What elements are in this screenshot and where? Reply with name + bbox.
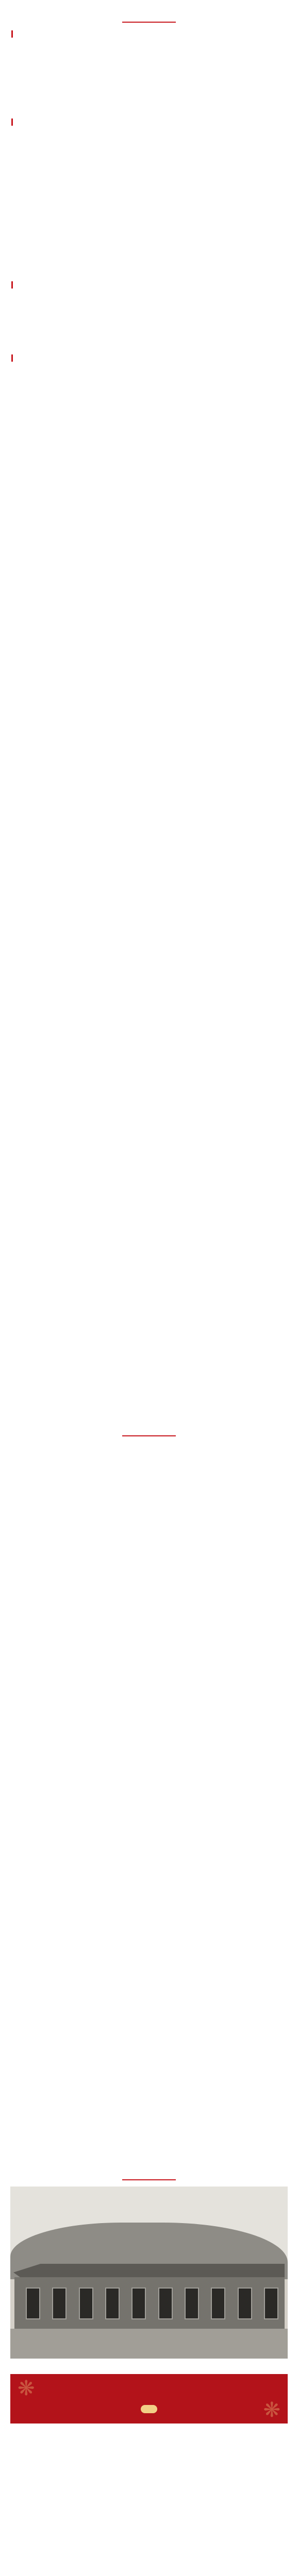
speech-entry (11, 354, 287, 483)
cloud-ornament-icon: ❋ (18, 2377, 35, 2400)
red-bar-icon (11, 354, 13, 362)
credit-line (11, 2454, 287, 2465)
speech-paragraph (11, 130, 287, 142)
speech-paragraph (11, 220, 287, 232)
history-year (11, 1539, 287, 1547)
speech-paragraph (11, 366, 287, 378)
speech-paragraph (11, 265, 287, 277)
speech-paragraph (11, 145, 287, 157)
speech-paragraph (11, 396, 287, 408)
photo-windows (26, 2287, 278, 2319)
speech-paragraph (11, 426, 287, 438)
history-item (11, 1507, 287, 1531)
photo-window (264, 2287, 278, 2319)
photo-window (158, 2287, 173, 2319)
speech-paragraph (11, 102, 287, 114)
history-title (122, 1424, 176, 1436)
speech-paragraph (11, 72, 287, 84)
speech-paragraph (11, 190, 287, 202)
speeches-title (122, 10, 176, 23)
credit-line (11, 2444, 287, 2454)
photo-window (238, 2287, 252, 2319)
speech-paragraph (11, 456, 287, 468)
moment-section (0, 2158, 298, 2374)
speech-date-line (11, 354, 287, 362)
history-item (11, 1539, 287, 1562)
history-item (11, 1570, 287, 1594)
photo-window (211, 2287, 225, 2319)
photo-window (131, 2287, 146, 2319)
speech-paragraph (11, 160, 287, 172)
credit-line (11, 2434, 287, 2444)
photo-roof (13, 2264, 285, 2278)
photo-window (105, 2287, 120, 2319)
cloud-ornament-icon: ❋ (263, 2398, 280, 2422)
red-bar-icon (11, 281, 13, 289)
red-bar-icon (11, 30, 13, 38)
history-year (11, 1476, 287, 1484)
moment-header (0, 2158, 298, 2180)
red-bar-icon (11, 118, 13, 126)
speech-paragraph (11, 323, 287, 335)
history-body (0, 1436, 298, 2158)
speeches-header (0, 0, 298, 23)
credit-line (11, 2424, 287, 2434)
speech-entry (11, 281, 287, 350)
history-text (11, 1582, 287, 1594)
speech-date-line (11, 281, 287, 289)
photo-window (52, 2287, 67, 2319)
speech-paragraph (11, 42, 287, 54)
banner-years (141, 2405, 157, 2413)
speeches-body (0, 23, 298, 1414)
photo-caption (0, 2359, 298, 2374)
history-section (0, 1414, 298, 2158)
history-year (11, 1570, 287, 1579)
speech-paragraph (11, 381, 287, 393)
speech-paragraph (11, 293, 287, 305)
photo-window (79, 2287, 93, 2319)
history-item (11, 1445, 287, 1468)
speech-entry (11, 118, 287, 277)
speech-date-line (11, 30, 287, 38)
series-banner (10, 2374, 288, 2424)
speech-paragraph (11, 471, 287, 483)
speech-paragraph (11, 205, 287, 217)
credits-block (0, 2424, 298, 2563)
photo-window (26, 2287, 40, 2319)
speech-paragraph (11, 338, 287, 350)
history-text (11, 1456, 287, 1468)
speech-paragraph (11, 175, 287, 187)
speech-paragraph (11, 235, 287, 247)
speech-paragraph (11, 308, 287, 320)
credit-line (11, 2465, 287, 2475)
history-text (11, 1550, 287, 1562)
speech-entry (11, 30, 287, 114)
speech-paragraph (11, 250, 287, 262)
history-year (11, 1445, 287, 1453)
speech-paragraph (11, 57, 287, 69)
historic-building-photo (10, 2187, 288, 2359)
history-header (0, 1414, 298, 1436)
speech-paragraph (11, 87, 287, 99)
moment-title (122, 2168, 176, 2180)
photo-ground (10, 2329, 288, 2359)
history-text (11, 1519, 287, 1531)
history-text (11, 1487, 287, 1499)
history-year (11, 1507, 287, 1516)
history-item (11, 1476, 287, 1499)
photo-window (185, 2287, 199, 2319)
speech-paragraph (11, 441, 287, 453)
speech-date-line (11, 118, 287, 126)
speech-paragraph (11, 411, 287, 423)
